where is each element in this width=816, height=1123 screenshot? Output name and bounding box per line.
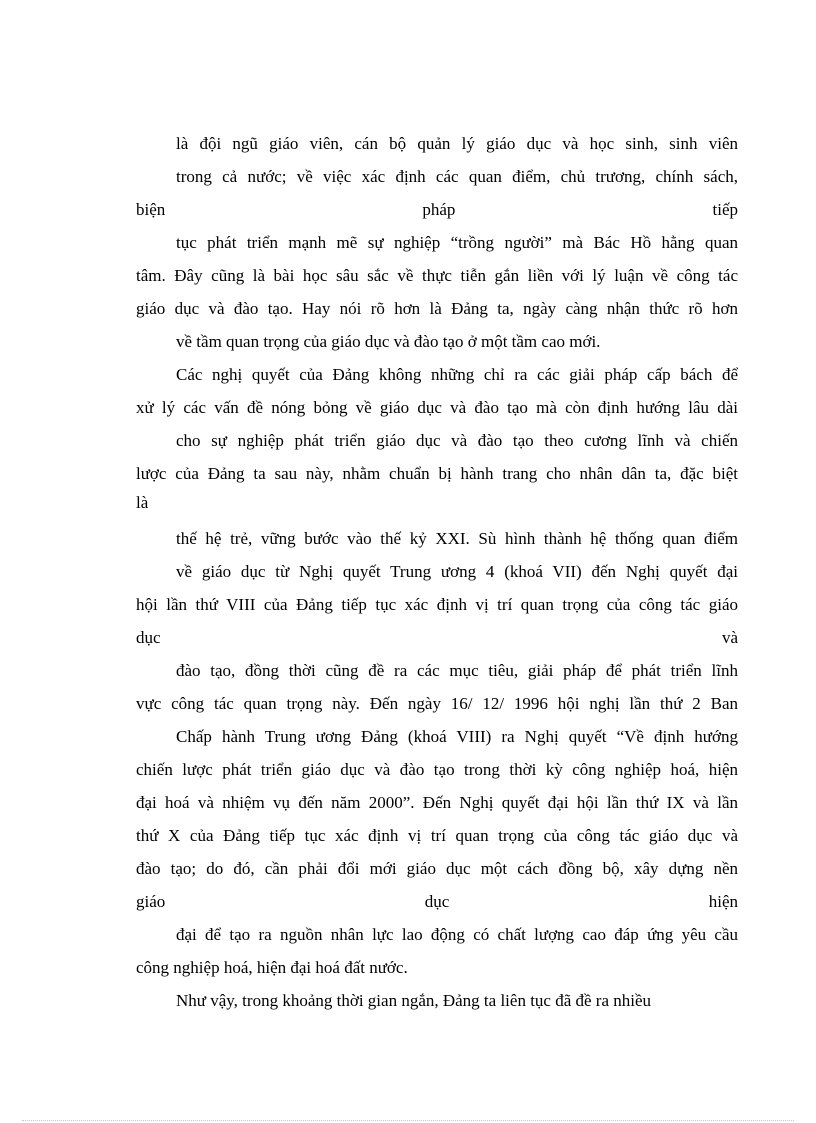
text-line-2: trong cả nước; về việc xác định các quan điểm, chủ trương, chính sách, <box>176 167 738 186</box>
text-line-27: Như vậy, trong khoảng thời gian ngắn, Đảng ta liên tục đã đề ra nhiều <box>176 991 652 1010</box>
text-line-25: đại để tạo ra nguồn nhân lực lao động có chất lượng cao đáp ứng yêu cầu <box>176 925 738 944</box>
text-line-19: Chấp hành Trung ương Đảng (khoá VIII) ra Nghị quyết “Về định hướng <box>176 727 738 746</box>
text-line-10: cho sự nghiệp phát triển giáo dục và đào tạo theo cương lĩnh và chiến <box>176 431 738 450</box>
text-line-15: hội lần thứ VIII của Đảng tiếp tục xác định vị trí quan trọng của công tác giáo <box>136 595 738 614</box>
text-line-20: chiến lược phát triển giáo dục và đào tạo trong thời kỳ công nghiệp hoá, hiện <box>136 760 738 779</box>
text-line-16: dục và <box>136 628 738 647</box>
text-line-8: Các nghị quyết của Đảng không những chỉ ra các giải pháp cấp bách để <box>176 365 738 384</box>
text-line-3: biện pháp tiếp <box>136 200 738 219</box>
text-line-7: về tầm quan trọng của giáo dục và đào tạo ở một tầm cao mới. <box>176 332 601 351</box>
text-line-5: tâm. Đây cũng là bài học sâu sắc về thực tiễn gắn liền với lý luận về công tác <box>136 266 738 285</box>
text-line-6: giáo dục và đào tạo. Hay nói rõ hơn là Đảng ta, ngày càng nhận thức rõ hơn <box>136 299 738 318</box>
text-line-26: công nghiệp hoá, hiện đại hoá đất nước. <box>136 958 408 977</box>
text-line-24: giáo dục hiện <box>136 892 738 911</box>
text-line-23: đào tạo; do đó, cần phải đổi mới giáo dục một cách đồng bộ, xây dựng nền <box>136 859 738 878</box>
text-line-17: đào tạo, đồng thời cũng đề ra các mục tiêu, giải pháp để phát triển lĩnh <box>176 661 738 680</box>
text-line-22: thứ X của Đảng tiếp tục xác định vị trí quan trọng của công tác giáo dục và <box>136 826 738 845</box>
text-line-18: vực công tác quan trọng này. Đến ngày 16/ 12/ 1996 hội nghị lần thứ 2 Ban <box>136 694 738 713</box>
text-line-13: thế hệ trẻ, vững bước vào thế kỷ XXI. Sù hình thành hệ thống quan điểm <box>176 529 738 548</box>
text-line-11: lược của Đảng ta sau này, nhằm chuẩn bị hành trang cho nhân dân ta, đặc biệt <box>136 464 738 483</box>
text-line-9: xử lý các vấn đề nóng bỏng về giáo dục và đào tạo mà còn định hướng lâu dài <box>136 398 738 417</box>
text-line-1: là đội ngũ giáo viên, cán bộ quản lý giáo dục và học sinh, sinh viên <box>176 134 738 153</box>
page-bottom-divider <box>22 1120 794 1121</box>
text-line-12: là <box>136 493 149 512</box>
text-line-21: đại hoá và nhiệm vụ đến năm 2000”. Đến Nghị quyết đại hội lần thứ IX và lần <box>136 793 738 812</box>
text-line-4: tục phát triển mạnh mẽ sự nghiệp “trồng người” mà Bác Hồ hằng quan <box>176 233 738 252</box>
text-line-14: về giáo dục từ Nghị quyết Trung ương 4 (khoá VII) đến Nghị quyết đại <box>176 562 738 581</box>
